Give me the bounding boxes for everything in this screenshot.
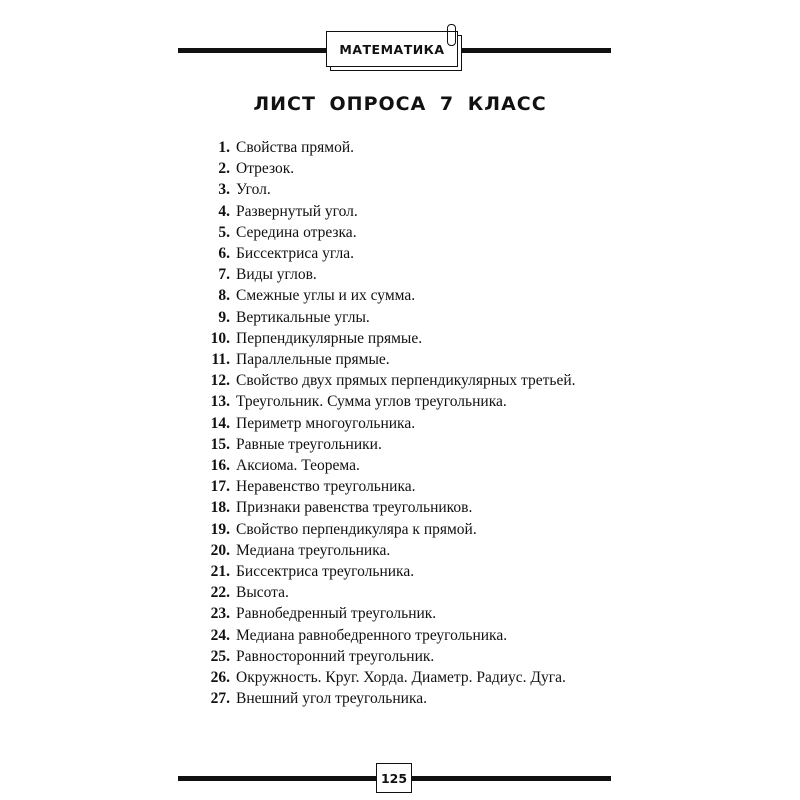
list-item bbox=[190, 349, 612, 370]
list-item bbox=[190, 370, 612, 391]
item-text: Смежные углы и их сумма. bbox=[236, 287, 416, 305]
item-number: 5. bbox=[218, 223, 230, 241]
item-number: 19. bbox=[210, 520, 230, 538]
list-item bbox=[190, 222, 612, 243]
list-item bbox=[190, 540, 612, 561]
item-number: 24. bbox=[210, 626, 230, 644]
list-item bbox=[190, 201, 612, 222]
item-number: 1. bbox=[218, 139, 230, 156]
item-text: Признаки равенства треугольников. bbox=[236, 499, 473, 517]
page-title: ЛИСТ ОПРОСА 7 КЛАСС bbox=[253, 93, 547, 115]
item-number: 2. bbox=[218, 160, 230, 178]
subject-label: МАТЕМАТИКА bbox=[326, 31, 458, 67]
item-number: 25. bbox=[210, 647, 230, 665]
page-number: 125 bbox=[376, 763, 412, 793]
list-item bbox=[190, 264, 612, 285]
item-text: Аксиома. Теорема. bbox=[236, 457, 360, 475]
item-number: 3. bbox=[218, 181, 230, 199]
item-text: Биссектриса угла. bbox=[236, 245, 354, 263]
list-item bbox=[190, 307, 612, 328]
list-item bbox=[190, 243, 612, 264]
item-text: Вертикальные углы. bbox=[236, 308, 370, 326]
item-text: Внешний угол треугольника. bbox=[236, 690, 428, 708]
item-text: Перпендикулярные прямые. bbox=[236, 329, 423, 347]
item-text: Развернутый угол. bbox=[236, 202, 358, 220]
item-number: 14. bbox=[210, 414, 230, 432]
list-item bbox=[190, 455, 612, 476]
header-rule-right bbox=[455, 48, 611, 53]
list-item bbox=[190, 328, 612, 349]
item-number: 12. bbox=[210, 372, 230, 390]
item-text: Свойство перпендикуляра к прямой. bbox=[236, 520, 477, 538]
list-item bbox=[190, 603, 612, 624]
item-text: Биссектриса треугольника. bbox=[236, 563, 415, 581]
item-text: Свойство двух прямых перпендикулярных третьей. bbox=[236, 372, 576, 390]
list-item bbox=[190, 625, 612, 646]
item-number: 26. bbox=[210, 669, 230, 687]
item-text: Параллельные прямые. bbox=[236, 351, 390, 369]
item-number: 18. bbox=[210, 499, 230, 517]
list-item bbox=[190, 179, 612, 200]
list-item bbox=[190, 646, 612, 667]
list-item bbox=[190, 688, 612, 709]
item-number: 21. bbox=[210, 563, 230, 581]
item-text: Медиана треугольника. bbox=[236, 541, 391, 559]
item-number: 16. bbox=[210, 457, 230, 475]
item-number: 17. bbox=[210, 478, 230, 496]
header-rule-left bbox=[178, 48, 328, 53]
item-number: 10. bbox=[210, 329, 230, 347]
item-number: 7. bbox=[218, 266, 230, 284]
item-text: Равнобедренный треугольник. bbox=[236, 605, 437, 623]
list-item bbox=[190, 582, 612, 603]
item-text: Высота. bbox=[236, 584, 289, 602]
list-item bbox=[190, 391, 612, 412]
item-text: Равные треугольники. bbox=[236, 435, 382, 453]
item-text: Виды углов. bbox=[236, 266, 317, 284]
item-number: 15. bbox=[210, 435, 230, 453]
list-item bbox=[190, 413, 612, 434]
list-item bbox=[190, 497, 612, 518]
question-list bbox=[190, 137, 612, 709]
list-item bbox=[190, 137, 612, 158]
item-text: Равносторонний треугольник. bbox=[236, 647, 435, 665]
item-text: Середина отрезка. bbox=[236, 223, 357, 241]
item-number: 9. bbox=[218, 308, 230, 326]
item-number: 4. bbox=[218, 202, 230, 220]
item-number: 6. bbox=[218, 245, 230, 263]
list-item bbox=[190, 434, 612, 455]
item-text: Отрезок. bbox=[236, 160, 295, 178]
item-number: 27. bbox=[210, 690, 230, 708]
list-item bbox=[190, 561, 612, 582]
item-text: Периметр многоугольника. bbox=[236, 414, 416, 432]
item-number: 11. bbox=[211, 351, 230, 369]
item-number: 13. bbox=[210, 393, 230, 411]
item-number: 8. bbox=[218, 287, 230, 305]
item-text: Треугольник. Сумма углов треугольника. bbox=[236, 393, 507, 411]
item-text: Неравенство треугольника. bbox=[236, 478, 416, 496]
item-number: 22. bbox=[210, 584, 230, 602]
list-item bbox=[190, 476, 612, 497]
item-number: 23. bbox=[210, 605, 230, 623]
list-item bbox=[190, 667, 612, 688]
paperclip-icon bbox=[447, 24, 456, 46]
item-text: Угол. bbox=[236, 181, 271, 199]
item-text: Медиана равнобедренного треугольника. bbox=[236, 626, 508, 644]
item-text: Окружность. Круг. Хорда. Диаметр. Радиус. Дуга. bbox=[236, 669, 566, 687]
item-number: 20. bbox=[210, 541, 230, 559]
item-text: Свойства прямой. bbox=[236, 139, 355, 156]
list-item bbox=[190, 158, 612, 179]
list-item bbox=[190, 285, 612, 306]
list-item bbox=[190, 519, 612, 540]
